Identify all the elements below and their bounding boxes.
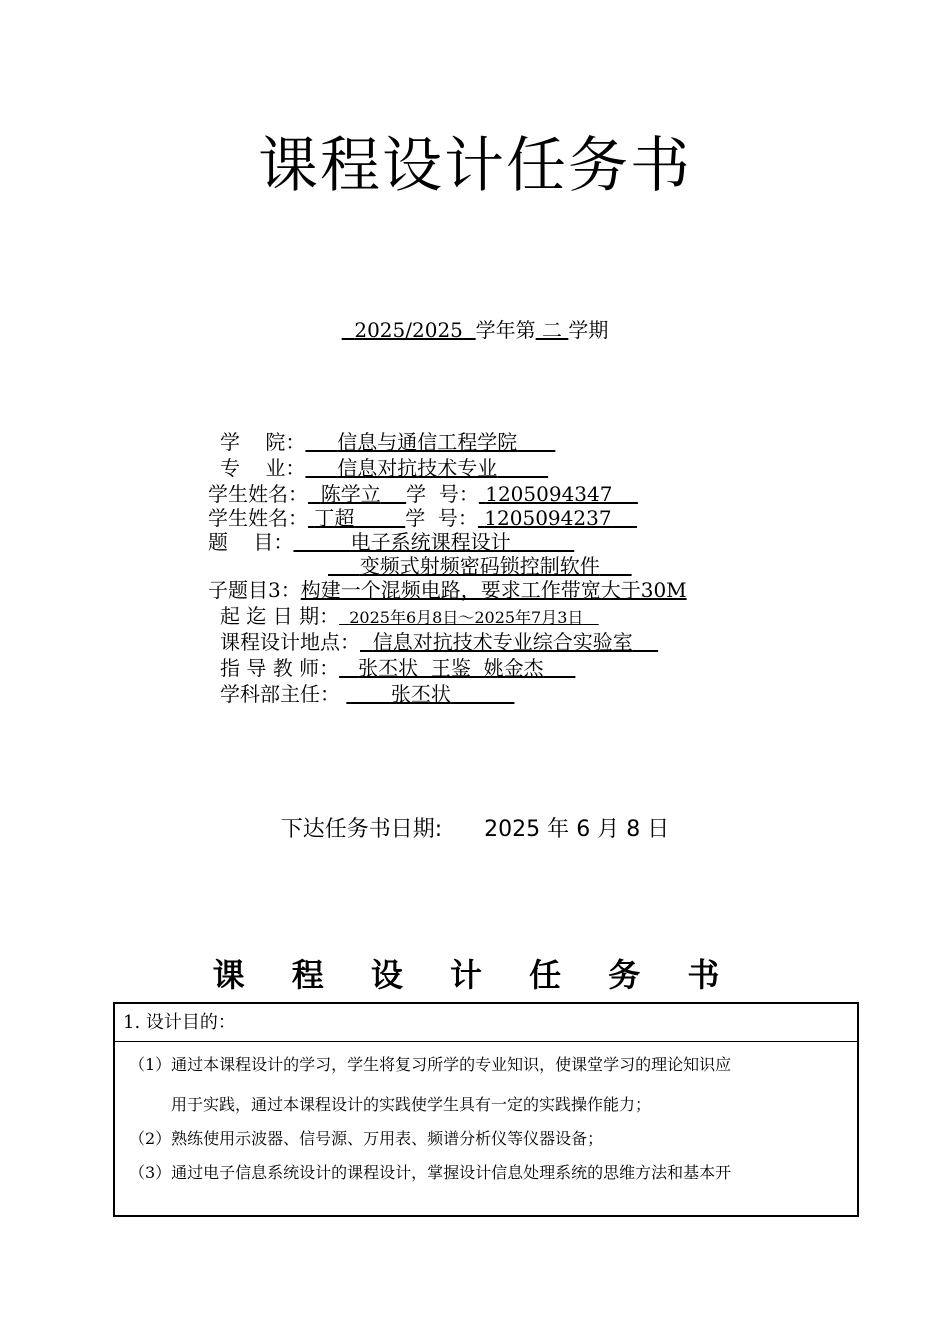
advisor-row	[220, 656, 575, 680]
place-row	[220, 630, 658, 654]
student1-id: 1205094347	[485, 482, 613, 506]
college-value: 信息与通信工程学院	[337, 430, 518, 454]
term-line	[0, 314, 950, 343]
issue-date-line: 下达任务书日期: 2025 年 6 月 8 日	[280, 817, 670, 842]
director-row	[220, 682, 514, 706]
topic-row-2	[328, 554, 632, 578]
advisor-value: 张丕状 王鉴 姚金杰	[358, 656, 544, 680]
student-id-label: 学 号：	[406, 482, 479, 506]
issue-date-month: 6	[576, 817, 591, 842]
topic-value-2: 变频式射频密码锁控制软件	[359, 554, 600, 578]
topic-value-1: 电子系统课程设计	[350, 530, 511, 554]
page-title: 课程设计任务书	[258, 131, 692, 201]
topic-label: 题 目：	[208, 530, 294, 554]
student2-name: 丁超	[314, 506, 355, 530]
major-label: 专 业：	[220, 456, 306, 480]
place-label: 课程设计地点：	[220, 630, 360, 654]
student2-row	[208, 506, 637, 530]
period-value: 2025年6月8日～2025年7月3日	[349, 608, 584, 627]
advisor-label: 指 导 教 师：	[220, 656, 340, 680]
goal-item-1: （1）通过本课程设计的学习，学生将复习所学的专业知识，使课堂学习的理论知识应	[129, 1055, 732, 1074]
issue-date-day: 8	[626, 817, 641, 842]
student1-name: 陈学立	[320, 482, 381, 506]
student1-row	[208, 482, 638, 506]
task-title: 课 程 设 计 任 务 书	[212, 956, 738, 994]
place-value: 信息对抗技术专业综合实验室	[372, 630, 633, 654]
major-row	[220, 456, 548, 480]
period-row	[220, 604, 599, 630]
goal-item-1-cont: 用于实践，通过本课程设计的实践使学生具有一定的实践操作能力；	[171, 1095, 652, 1114]
term-num: 二	[541, 318, 562, 342]
term-year: 2025/2025	[354, 318, 463, 342]
issue-date-label: 下达任务书日期:	[280, 817, 443, 842]
college-label: 学 院：	[220, 430, 306, 454]
student-name-label: 学生姓名：	[208, 482, 308, 506]
term-mid: 学年第	[475, 318, 536, 342]
subtopic-row	[208, 578, 687, 602]
director-label: 学科部主任：	[220, 682, 340, 706]
task-box	[113, 1002, 859, 1217]
section-heading: 1. 设计目的：	[115, 1004, 857, 1042]
college-row	[220, 430, 555, 454]
goal-item-3: （3）通过电子信息系统设计的课程设计，掌握设计信息处理系统的思维方法和基本开	[129, 1163, 732, 1182]
student2-id: 1205094237	[484, 506, 612, 530]
major-value: 信息对抗技术专业	[337, 456, 498, 480]
issue-date-year: 2025	[484, 817, 541, 842]
term-end: 学期	[568, 318, 609, 342]
topic-row	[208, 530, 574, 554]
period-label: 起 迄 日 期：	[220, 604, 340, 628]
subtopic-label: 子题目3：	[208, 578, 301, 602]
student-name-label-2: 学生姓名：	[208, 506, 308, 530]
subtopic-value: 构建一个混频电路，要求工作带宽大于30M	[300, 578, 687, 602]
goal-item-2: （2）熟练使用示波器、信号源、万用表、频谱分析仪等仪器设备；	[129, 1129, 604, 1148]
student-id-label-2: 学 号：	[405, 506, 478, 530]
director-value: 张丕状	[390, 682, 451, 706]
